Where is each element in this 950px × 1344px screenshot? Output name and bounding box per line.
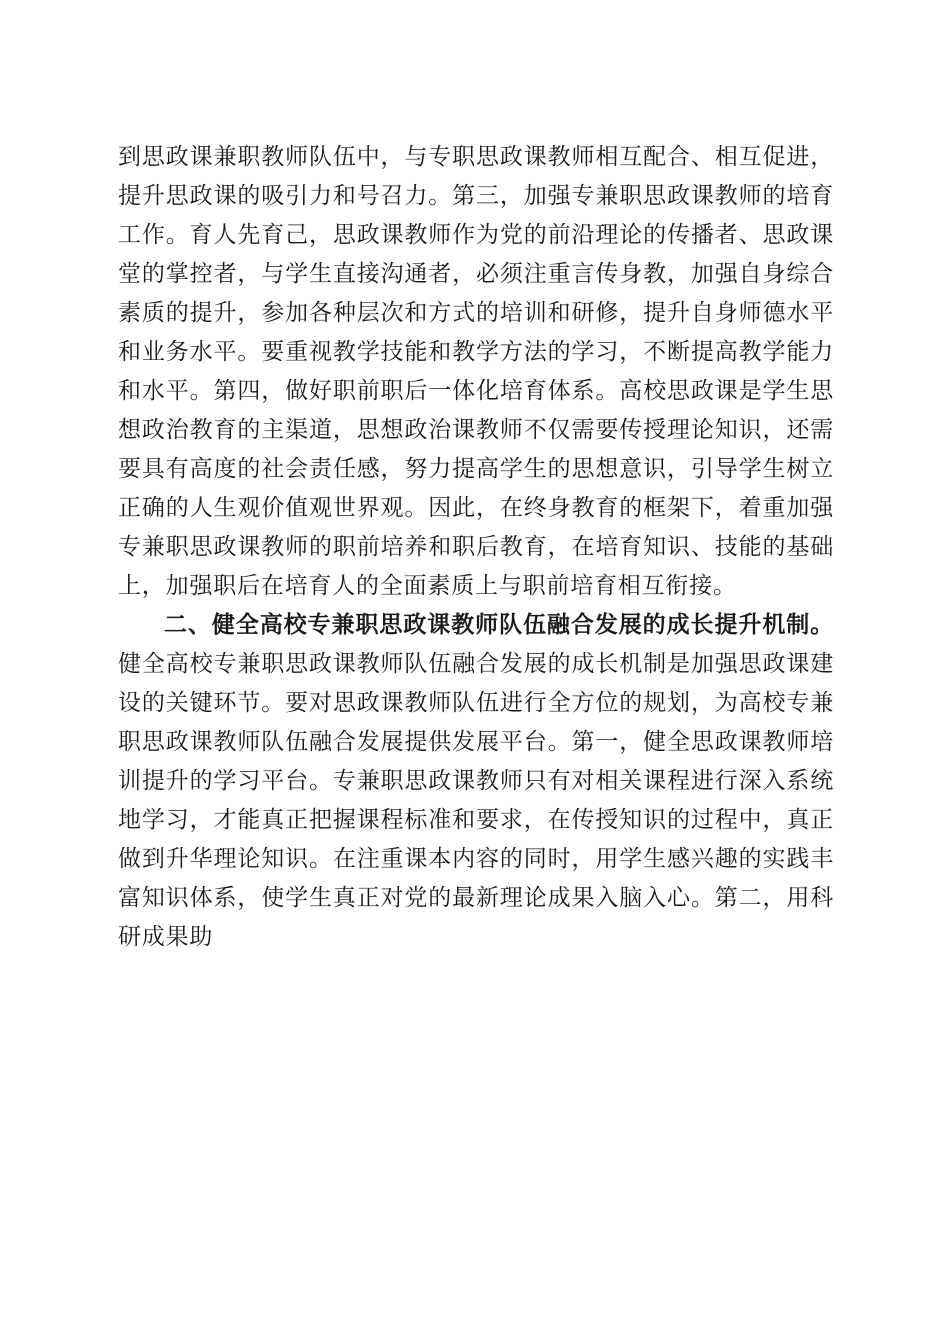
section-2-body: 健全高校专兼职思政课教师队伍融合发展的成长机制是加强思政课建设的关键环节。要对思政课教师队伍进行全方位的规划，为高校专兼职思政课教师队伍融合发展提供发展平台。第一，健全思政课教师培训提升的学习平台。专兼职思政课教师只有对相关课程进行深入系统地学习，才能真正把握课程标准和要求，在传授知识的过程中，真正做到升华理论知识。在注重课本内容的同时，用学生感兴趣的实践丰富知识体系，使学生真正对党的最新理论成果入脑入心。第二，用科研成果助 (118, 651, 834, 950)
document-body (118, 138, 834, 957)
section-2-paragraph (118, 606, 834, 957)
section-2-heading: 二、健全高校专兼职思政课教师队伍融合发展的成长提升机制。 (164, 612, 834, 638)
paragraph-continued: 到思政课兼职教师队伍中，与专职思政课教师相互配合、相互促进，提升思政课的吸引力和号召力。第三，加强专兼职思政课教师的培育工作。育人先育己，思政课教师作为党的前沿理论的传播者、思政课堂的掌控者，与学生直接沟通者，必须注重言传身教，加强自身综合素质的提升，参加各种层次和方式的培训和研修，提升自身师德水平和业务水平。要重视教学技能和教学方法的学习，不断提高教学能力和水平。第四，做好职前职后一体化培育体系。高校思政课是学生思想政治教育的主渠道，思想政治课教师不仅需要传授理论知识，还需要具有高度的社会责任感，努力提高学生的思想意识，引导学生树立正确的人生观价值观世界观。因此，在终身教育的框架下，着重加强专兼职思政课教师的职前培养和职后教育，在培育知识、技能的基础上，加强职后在培育人的全面素质上与职前培育相互衔接。 (118, 144, 834, 599)
